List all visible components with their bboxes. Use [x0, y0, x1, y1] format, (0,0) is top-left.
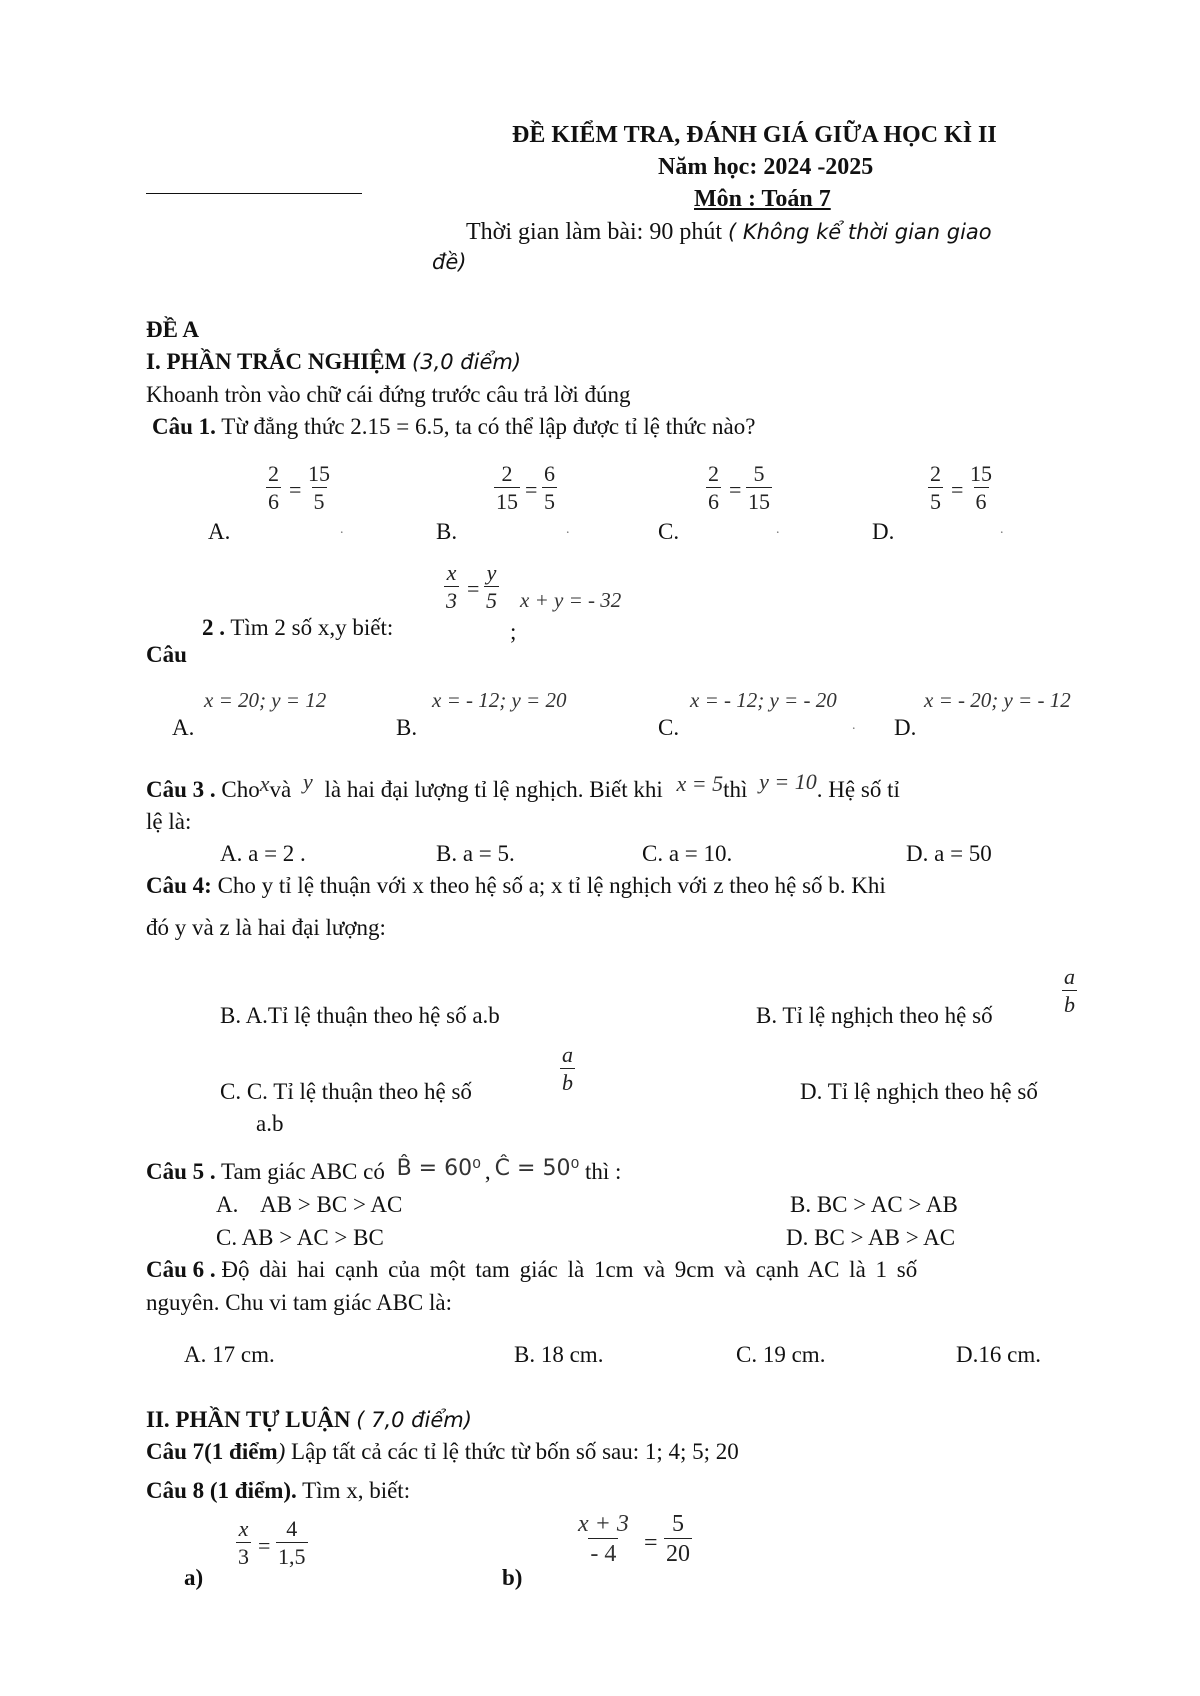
q2-option-a-letter[interactable]: A. [172, 715, 195, 740]
q3-option-d[interactable]: D. a = 50 [906, 841, 992, 866]
part1-instruction: Khoanh tròn vào chữ cái đứng trước câu trả lời đúng [146, 382, 631, 407]
q2-option-d-letter[interactable]: D. [894, 715, 917, 740]
q4-text-line1: Cho y tỉ lệ thuận với x theo hệ số a; x tỉ lệ nghịch với z theo hệ số b. Khi [217, 873, 886, 898]
time-note-line2: đề) [432, 250, 467, 274]
part2-heading [146, 1408, 472, 1431]
q8-part-a-right-frac: $\frac{4}{1,5}$ [278, 1516, 306, 1569]
q6-option-b[interactable]: B. 18 cm. [514, 1342, 604, 1367]
part1-points: (3,0 điểm) [412, 350, 522, 374]
q1-option-b-letter[interactable]: B. [436, 519, 458, 544]
part2-title: II. PHẦN TỰ LUẬN [146, 1407, 351, 1432]
q8-text: Tìm x, biết: [302, 1478, 411, 1503]
q1-option-d-letter[interactable]: D. [872, 519, 895, 544]
q8-stem [146, 1479, 410, 1502]
time-main: Thời gian làm bài: 90 phút [466, 219, 722, 245]
q4-option-d[interactable]: D. Tỉ lệ nghịch theo hệ số [800, 1079, 1038, 1104]
q1-option-a-dot: . [340, 522, 344, 537]
q1-option-a-right-frac: $\frac{15}{5}$ [308, 461, 330, 514]
q2-right-frac: $\frac{y}{5}$ [486, 560, 497, 613]
q4-option-a[interactable]: B. A.Tỉ lệ thuận theo hệ số a.b [220, 1003, 500, 1028]
part1-heading [146, 350, 521, 373]
q5-option-b[interactable]: B. BC > AC > AB [790, 1192, 958, 1217]
exam-code: ĐỀ A [146, 317, 200, 342]
q7-text: Lập tất cả các tỉ lệ thức từ bốn số sau: 1; 4; 5; 20 [291, 1439, 739, 1464]
q1-option-c-letter[interactable]: C. [658, 519, 680, 544]
q2-condition: x + y = - 32 [520, 588, 622, 612]
q1-option-c-equals: = [729, 477, 742, 502]
q6-option-a[interactable]: A. 17 cm. [184, 1342, 275, 1367]
q3-text-mid: là hai đại lượng tỉ lệ nghịch. Biết khi [324, 777, 663, 802]
q8-part-b-equals: = [644, 1530, 658, 1556]
q4-option-b[interactable]: B. Tỉ lệ nghịch theo hệ số [756, 1003, 993, 1028]
q4-option-c-frac: $\frac{a}{b}$ [562, 1042, 573, 1095]
q3-x: x [259, 771, 270, 796]
q3-option-c[interactable]: C. a = 10. [642, 841, 733, 866]
q3-va: và [269, 777, 292, 802]
q1-option-d-dot: . [1000, 522, 1004, 537]
q2-stem [202, 616, 393, 639]
q6-stem-line1 [146, 1258, 917, 1281]
q3-option-b[interactable]: B. a = 5. [436, 841, 515, 866]
q1-option-c-left-frac: $\frac{2}{6}$ [708, 461, 719, 514]
q5-text: Tam giác ABC có [221, 1159, 385, 1184]
q4-option-c[interactable]: C. C. Tỉ lệ thuận theo hệ số [220, 1079, 472, 1104]
q1-option-d-right-frac: $\frac{15}{6}$ [970, 461, 992, 514]
exam-title: ĐỀ KIỂM TRA, ĐÁNH GIÁ GIỮA HỌC KÌ II [512, 122, 997, 148]
q8-label: Câu 8 (1 điểm). [146, 1478, 297, 1503]
q3-cond-y: y = 10 [759, 769, 817, 794]
q3-stem-line1 [146, 769, 900, 802]
q4-label: Câu 4: [146, 873, 212, 898]
q2-option-a-value: x = 20; y = 12 [204, 688, 327, 712]
q1-text: Từ đẳng thức 2.15 = 6.5, ta có thể lập được tỉ lệ thức nào? [221, 414, 756, 439]
q5-option-c[interactable]: C. AB > AC > BC [216, 1225, 384, 1250]
q1-option-b-dot: . [566, 522, 570, 537]
q8-part-a-equals: = [258, 1533, 271, 1558]
q5-option-a[interactable]: A. AB > BC > AC [216, 1192, 403, 1217]
q8-part-a-label: a) [184, 1565, 204, 1590]
header-left-rule [146, 193, 362, 194]
part1-title: I. PHẦN TRẮC NGHIỆM [146, 349, 407, 374]
q2-option-b-value: x = - 12; y = 20 [432, 688, 567, 712]
q1-option-a-letter[interactable]: A. [208, 519, 231, 544]
q3-cho: Cho [221, 777, 260, 802]
time-note: ( Không kể thời gian giao [727, 220, 992, 244]
q2-option-c-dot: . [852, 718, 856, 733]
q7-close: ) [277, 1439, 286, 1464]
q1-option-b-left-frac: $\frac{2}{15}$ [496, 461, 518, 514]
q5-angle-b: B̂ = 60⁰ [396, 1156, 481, 1181]
q5-label: Câu 5 . [146, 1159, 216, 1184]
q1-option-c-dot: . [776, 522, 780, 537]
q4-option-d-cont: a.b [256, 1111, 284, 1136]
subject: Môn : Toán 7 [694, 186, 831, 212]
q3-option-a[interactable]: A. a = 2 . [220, 841, 306, 866]
q5-comma: , [484, 1159, 491, 1184]
q4-stem-line2: đó y và z là hai đại lượng: [146, 915, 386, 940]
q2-option-c-letter[interactable]: C. [658, 715, 680, 740]
q1-stem [152, 415, 755, 438]
q2-text: Tìm 2 số x,y biết: [230, 615, 394, 640]
school-year: Năm học: 2024 -2025 [658, 154, 874, 180]
q3-y: y [302, 769, 313, 794]
q1-option-a-left-frac: $\frac{2}{6}$ [268, 461, 279, 514]
q2-option-b-letter[interactable]: B. [396, 715, 418, 740]
q5-thi: thì : [585, 1159, 622, 1184]
q8-part-a-left-frac: $\frac{x}{3}$ [238, 1516, 249, 1569]
q8-part-b-left-frac: $\frac{x + 3}{- 4}$ [578, 1511, 629, 1567]
q3-cond-x: x = 5 [676, 771, 724, 796]
q1-option-b-right-frac: $\frac{6}{5}$ [544, 461, 555, 514]
q8-part-b-label: b) [502, 1565, 523, 1590]
q2-semicolon: ; [510, 619, 517, 644]
q2-option-d-value: x = - 20; y = - 12 [924, 688, 1071, 712]
q6-option-d[interactable]: D.16 cm. [956, 1342, 1041, 1367]
q6-label: Câu 6 . [146, 1257, 216, 1282]
q2-equals: = [467, 576, 480, 601]
q2-left-frac: $\frac{x}{3}$ [446, 560, 457, 613]
q3-label: Câu 3 . [146, 777, 216, 802]
q8-part-b-right-frac: $\frac{5}{20}$ [666, 1511, 690, 1567]
q7-stem [146, 1440, 739, 1463]
q2-option-c-value: x = - 12; y = - 20 [690, 688, 837, 712]
q6-text-line1: Độ dài hai cạnh của một tam giác là 1cm và 9cm và cạnh AC là 1 số [221, 1257, 918, 1282]
q2-label-cau: Câu [146, 642, 187, 667]
q4-option-b-frac: $\frac{a}{b}$ [1064, 964, 1075, 1017]
q1-option-b-equals: = [525, 477, 538, 502]
q3-stem-line2: lệ là: [146, 809, 192, 834]
time-limit [466, 220, 992, 244]
q1-option-d-left-frac: $\frac{2}{5}$ [930, 461, 941, 514]
q6-stem-line2: nguyên. Chu vi tam giác ABC là: [146, 1290, 452, 1315]
q1-option-c-right-frac: $\frac{5}{15}$ [748, 461, 770, 514]
q5-option-d[interactable]: D. BC > AB > AC [786, 1225, 956, 1250]
part2-points: ( 7,0 điểm) [356, 1408, 472, 1432]
q5-angle-c: Ĉ = 50⁰ [494, 1156, 580, 1181]
q1-label: Câu 1. [152, 414, 216, 439]
q1-option-a-equals: = [289, 477, 302, 502]
q3-thi: thì [723, 777, 748, 802]
q4-stem-line1 [146, 874, 886, 897]
q6-option-c[interactable]: C. 19 cm. [736, 1342, 826, 1367]
q5-stem [146, 1156, 622, 1184]
q7-label: Câu 7(1 điểm [146, 1439, 278, 1464]
q3-text-end: . Hệ số tỉ [816, 777, 900, 802]
q1-option-d-equals: = [951, 477, 964, 502]
q2-number: 2 . [202, 615, 225, 640]
